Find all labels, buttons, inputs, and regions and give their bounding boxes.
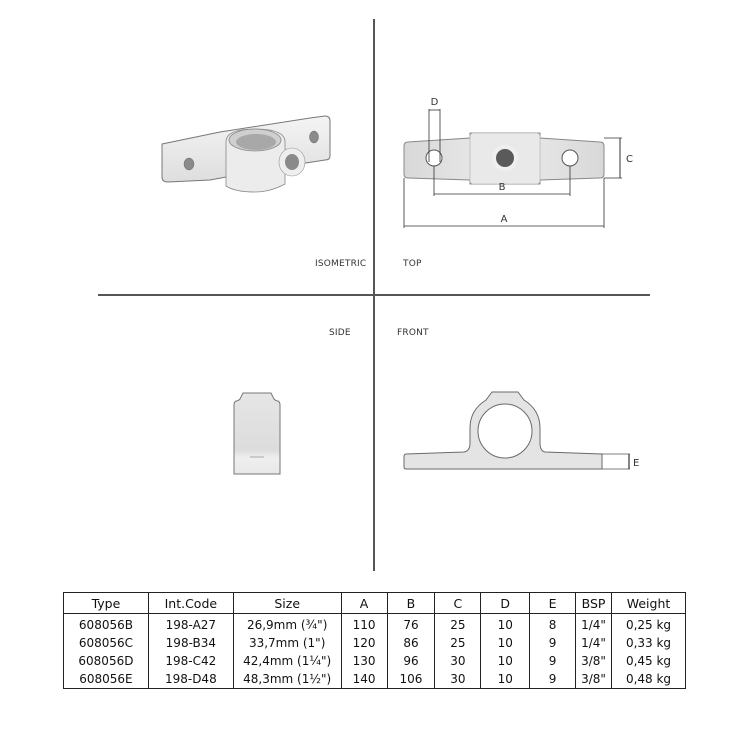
cell-weight: 0,45 kg [612,652,686,670]
cell-e: 8 [530,614,576,635]
cell-int-code: 198-C42 [148,652,233,670]
table-row [64,614,686,635]
header-b: B [387,593,435,614]
cell-weight: 0,25 kg [612,614,686,635]
cell-b: 86 [387,634,435,652]
table-row [64,634,686,652]
cell-type: 608056B [64,614,149,635]
cell-size: 33,7mm (1") [233,634,341,652]
cell-bsp: 3/8" [576,652,612,670]
header-weight: Weight [612,593,686,614]
dim-d-label: D [430,97,439,108]
cell-a: 130 [341,652,387,670]
cell-int-code: 198-A27 [148,614,233,635]
cell-bsp: 1/4" [576,614,612,635]
cell-a: 110 [341,614,387,635]
cell-int-code: 198-D48 [148,670,233,689]
cell-size: 42,4mm (1¼") [233,652,341,670]
isometric-view-drawing [160,112,340,192]
header-c: C [435,593,481,614]
header-size: Size [233,593,341,614]
cell-d: 10 [481,634,530,652]
cell-d: 10 [481,614,530,635]
cell-size: 48,3mm (1½") [233,670,341,689]
cell-type: 608056D [64,652,149,670]
cell-e: 9 [530,652,576,670]
cell-d: 10 [481,670,530,689]
cell-weight: 0,48 kg [612,670,686,689]
dim-a-label: A [500,214,508,225]
header-bsp: BSP [576,593,612,614]
top-label: TOP [403,259,422,269]
cell-int-code: 198-B34 [148,634,233,652]
cell-bsp: 1/4" [576,634,612,652]
cell-b: 76 [387,614,435,635]
isometric-label: ISOMETRIC [315,259,367,269]
dim-b-label: B [498,182,506,193]
cell-a: 140 [341,670,387,689]
front-label: FRONT [397,328,429,338]
side-view-drawing [232,390,282,476]
dim-e-label: E [633,458,640,469]
horizontal-divider [98,294,650,296]
cell-b: 96 [387,652,435,670]
header-e: E [530,593,576,614]
cell-type: 608056E [64,670,149,689]
header-type: Type [64,593,149,614]
cell-e: 9 [530,634,576,652]
header-int-code: Int.Code [148,593,233,614]
table-row [64,670,686,689]
cell-d: 10 [481,652,530,670]
cell-c: 30 [435,652,481,670]
dim-c-label: C [626,154,633,165]
cell-weight: 0,33 kg [612,634,686,652]
cell-e: 9 [530,670,576,689]
cell-size: 26,9mm (¾") [233,614,341,635]
spec-table [63,592,686,689]
cell-c: 30 [435,670,481,689]
table-header-row [64,593,686,614]
cell-a: 120 [341,634,387,652]
cell-type: 608056C [64,634,149,652]
header-a: A [341,593,387,614]
cell-bsp: 3/8" [576,670,612,689]
front-view-drawing [400,388,640,474]
table-row [64,652,686,670]
side-label: SIDE [329,328,351,338]
top-view-drawing [400,92,640,232]
cell-c: 25 [435,614,481,635]
cell-b: 106 [387,670,435,689]
cell-c: 25 [435,634,481,652]
header-d: D [481,593,530,614]
